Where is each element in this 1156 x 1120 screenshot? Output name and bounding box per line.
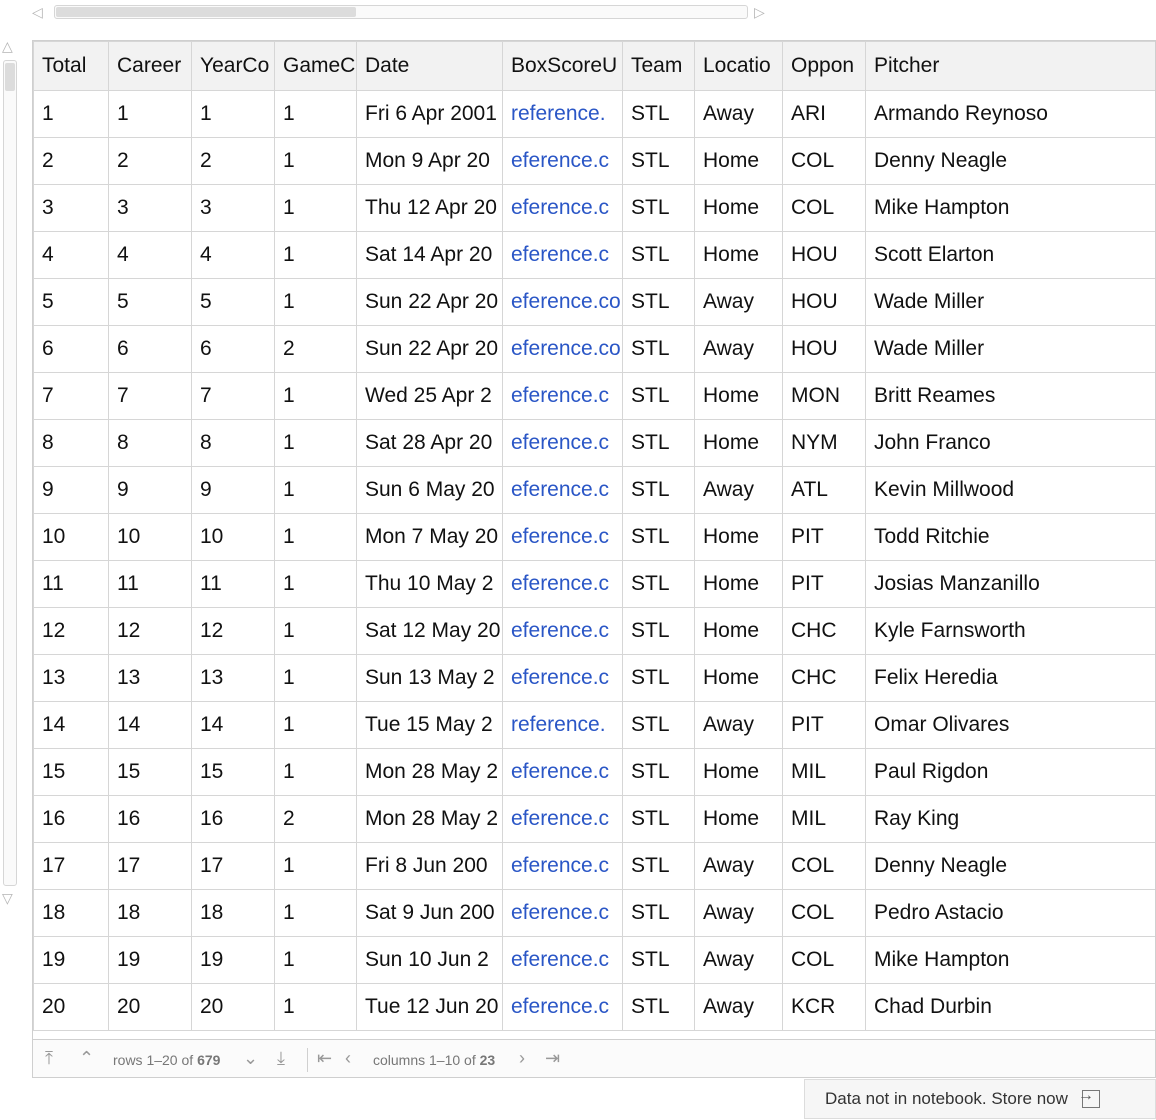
table-cell: Home	[695, 561, 783, 608]
table-cell: STL	[623, 467, 695, 514]
table-cell: 1	[275, 655, 357, 702]
table-cell: STL	[623, 984, 695, 1031]
table-cell: COL	[783, 843, 866, 890]
table-cell: MIL	[783, 796, 866, 843]
table-cell: Home	[695, 749, 783, 796]
table-cell: 2	[275, 796, 357, 843]
table-cell: 8	[34, 420, 109, 467]
table-cell: Home	[695, 655, 783, 702]
table-row	[34, 420, 1156, 467]
table-cell: Britt Reames	[866, 373, 1156, 420]
table-cell: 8	[192, 420, 275, 467]
boxscore-link[interactable]: eference.c	[503, 185, 623, 232]
table-cell: 11	[192, 561, 275, 608]
column-header[interactable]: Pitcher	[866, 42, 1156, 91]
table-cell: HOU	[783, 279, 866, 326]
table-cell: 7	[192, 373, 275, 420]
table-row	[34, 655, 1156, 702]
table-cell: CHC	[783, 655, 866, 702]
table-cell: 13	[34, 655, 109, 702]
column-header[interactable]: Locatio	[695, 42, 783, 91]
table-cell: Sat 12 May 20	[357, 608, 503, 655]
table-cell: 1	[275, 185, 357, 232]
table-cell: Fri 8 Jun 200	[357, 843, 503, 890]
table-cell: 11	[109, 561, 192, 608]
table-cell: 6	[192, 326, 275, 373]
table-cell: STL	[623, 373, 695, 420]
table-cell: STL	[623, 796, 695, 843]
table-cell: Wade Miller	[866, 326, 1156, 373]
table-cell: Away	[695, 890, 783, 937]
table-cell: Kyle Farnsworth	[866, 608, 1156, 655]
table-cell: MON	[783, 373, 866, 420]
scroll-left-icon[interactable]: ◁	[32, 4, 43, 20]
table-cell: STL	[623, 420, 695, 467]
boxscore-link[interactable]: eference.c	[503, 232, 623, 279]
table-cell: Mon 28 May 2	[357, 749, 503, 796]
table-row	[34, 561, 1156, 608]
table-cell: Away	[695, 984, 783, 1031]
boxscore-link[interactable]: eference.c	[503, 655, 623, 702]
table-cell: 10	[34, 514, 109, 561]
table-cell: 1	[275, 937, 357, 984]
table-cell: Thu 10 May 2	[357, 561, 503, 608]
boxscore-link[interactable]: eference.c	[503, 984, 623, 1031]
horizontal-scroll-track[interactable]	[54, 5, 748, 19]
table-cell: Thu 12 Apr 20	[357, 185, 503, 232]
table-cell: 17	[34, 843, 109, 890]
table-cell: 4	[192, 232, 275, 279]
table-cell: 2	[109, 138, 192, 185]
boxscore-link[interactable]: eference.c	[503, 561, 623, 608]
table-cell: Tue 15 May 2	[357, 702, 503, 749]
table-cell: 19	[109, 937, 192, 984]
last-column-icon[interactable]: ⇥	[545, 1048, 561, 1068]
table-cell: 16	[34, 796, 109, 843]
table-cell: Mike Hampton	[866, 937, 1156, 984]
table-cell: Away	[695, 91, 783, 138]
table-cell: 1	[34, 91, 109, 138]
column-header[interactable]: BoxScoreU	[503, 42, 623, 91]
table-cell: 19	[192, 937, 275, 984]
table-cell: 2	[192, 138, 275, 185]
previous-column-icon[interactable]: ‹	[345, 1048, 351, 1068]
table-cell: PIT	[783, 561, 866, 608]
table-footer	[33, 1039, 1156, 1078]
boxscore-link[interactable]: reference.	[503, 702, 623, 749]
table-cell: 4	[109, 232, 192, 279]
table-cell: Home	[695, 514, 783, 561]
table-cell: 9	[192, 467, 275, 514]
table-cell: STL	[623, 279, 695, 326]
table-cell: 10	[109, 514, 192, 561]
table-cell: STL	[623, 749, 695, 796]
column-header[interactable]: Oppon	[783, 42, 866, 91]
table-cell: STL	[623, 138, 695, 185]
table-cell: 3	[34, 185, 109, 232]
table-row	[34, 91, 1156, 138]
table-cell: 18	[192, 890, 275, 937]
table-cell: STL	[623, 326, 695, 373]
table-cell: 14	[109, 702, 192, 749]
column-header[interactable]: YearCo	[192, 42, 275, 91]
columns-range: columns 1–10 of 23	[373, 1052, 496, 1068]
table-cell: COL	[783, 890, 866, 937]
table-cell: 1	[275, 232, 357, 279]
column-header[interactable]: Team	[623, 42, 695, 91]
table-cell: 18	[34, 890, 109, 937]
table-cell: 1	[275, 984, 357, 1031]
table-cell: Paul Rigdon	[866, 749, 1156, 796]
table-cell: Home	[695, 232, 783, 279]
next-page-icon[interactable]: ⌄	[243, 1048, 259, 1068]
table-cell: COL	[783, 937, 866, 984]
table-row	[34, 890, 1156, 937]
table-cell: Home	[695, 138, 783, 185]
table-cell: Tue 12 Jun 20	[357, 984, 503, 1031]
table-cell: HOU	[783, 326, 866, 373]
table-cell: 1	[275, 749, 357, 796]
table-row	[34, 749, 1156, 796]
rows-range: rows 1–20 of 679	[113, 1052, 221, 1068]
table-cell: 7	[109, 373, 192, 420]
vertical-scrollbar[interactable]	[0, 38, 20, 908]
table-cell: 1	[192, 91, 275, 138]
first-page-icon[interactable]: ⤒	[45, 1048, 53, 1068]
table-cell: 16	[192, 796, 275, 843]
next-column-icon[interactable]: ›	[519, 1048, 525, 1068]
table-row	[34, 937, 1156, 984]
table-cell: Wed 25 Apr 2	[357, 373, 503, 420]
table-cell: Felix Heredia	[866, 655, 1156, 702]
table-cell: Denny Neagle	[866, 843, 1156, 890]
table-row	[34, 467, 1156, 514]
table-cell: 13	[109, 655, 192, 702]
table-cell: COL	[783, 185, 866, 232]
table-cell: 1	[275, 514, 357, 561]
table-cell: STL	[623, 843, 695, 890]
table-row	[34, 326, 1156, 373]
table-cell: STL	[623, 655, 695, 702]
table-row	[34, 373, 1156, 420]
table-cell: 12	[109, 608, 192, 655]
table-cell: 1	[275, 373, 357, 420]
table-cell: Sun 22 Apr 20	[357, 279, 503, 326]
table-cell: 18	[109, 890, 192, 937]
table-cell: 2	[275, 326, 357, 373]
dataset-table-view	[32, 40, 1156, 1078]
table-cell: STL	[623, 91, 695, 138]
table-cell: 1	[275, 279, 357, 326]
table-cell: 16	[109, 796, 192, 843]
table-cell: PIT	[783, 514, 866, 561]
boxscore-link[interactable]: eference.c	[503, 138, 623, 185]
table-cell: John Franco	[866, 420, 1156, 467]
store-icon	[1082, 1090, 1100, 1108]
table-cell: 12	[34, 608, 109, 655]
table-cell: 5	[192, 279, 275, 326]
table-cell: STL	[623, 702, 695, 749]
table-cell: STL	[623, 937, 695, 984]
column-header[interactable]: GameC	[275, 42, 357, 91]
table-cell: 5	[109, 279, 192, 326]
table-cell: 5	[34, 279, 109, 326]
boxscore-link[interactable]: eference.c	[503, 890, 623, 937]
table-cell: 20	[109, 984, 192, 1031]
table-cell: 4	[34, 232, 109, 279]
table-cell: Sun 13 May 2	[357, 655, 503, 702]
table-cell: Away	[695, 326, 783, 373]
table-cell: STL	[623, 232, 695, 279]
table-cell: STL	[623, 514, 695, 561]
table-row	[34, 232, 1156, 279]
table-cell: Sun 22 Apr 20	[357, 326, 503, 373]
footer-divider	[307, 1048, 308, 1072]
table-cell: 2	[34, 138, 109, 185]
table-cell: Sun 6 May 20	[357, 467, 503, 514]
first-column-icon[interactable]: ⇤	[317, 1048, 333, 1068]
table-cell: 7	[34, 373, 109, 420]
table-row	[34, 514, 1156, 561]
table-cell: STL	[623, 185, 695, 232]
table-cell: KCR	[783, 984, 866, 1031]
table-row	[34, 984, 1156, 1031]
table-cell: 8	[109, 420, 192, 467]
table-cell: 17	[109, 843, 192, 890]
column-header[interactable]: Total	[34, 42, 109, 91]
table-cell: 14	[192, 702, 275, 749]
table-cell: 10	[192, 514, 275, 561]
boxscore-link[interactable]: eference.c	[503, 608, 623, 655]
table-row	[34, 843, 1156, 890]
table-cell: Denny Neagle	[866, 138, 1156, 185]
boxscore-link[interactable]: eference.c	[503, 514, 623, 561]
last-page-icon[interactable]: ⤓	[277, 1048, 285, 1068]
boxscore-link[interactable]: eference.c	[503, 420, 623, 467]
table-cell: NYM	[783, 420, 866, 467]
table-cell: 15	[34, 749, 109, 796]
table-cell: Mon 7 May 20	[357, 514, 503, 561]
store-now-label: Data not in notebook. Store now	[825, 1089, 1068, 1108]
table-cell: Scott Elarton	[866, 232, 1156, 279]
table-cell: 1	[275, 608, 357, 655]
table-cell: Away	[695, 467, 783, 514]
store-now-button[interactable]	[804, 1079, 1156, 1119]
table-cell: PIT	[783, 702, 866, 749]
data-table	[33, 41, 1156, 1031]
boxscore-link[interactable]: eference.c	[503, 467, 623, 514]
vertical-scroll-thumb[interactable]	[5, 63, 15, 91]
boxscore-link[interactable]: eference.c	[503, 796, 623, 843]
table-cell: Home	[695, 185, 783, 232]
table-cell: Omar Olivares	[866, 702, 1156, 749]
table-cell: 14	[34, 702, 109, 749]
table-row	[34, 279, 1156, 326]
table-cell: COL	[783, 138, 866, 185]
table-row	[34, 185, 1156, 232]
table-cell: STL	[623, 890, 695, 937]
table-cell: MIL	[783, 749, 866, 796]
table-row	[34, 608, 1156, 655]
table-row	[34, 138, 1156, 185]
table-cell: Kevin Millwood	[866, 467, 1156, 514]
table-cell: Sat 9 Jun 200	[357, 890, 503, 937]
table-cell: Mon 9 Apr 20	[357, 138, 503, 185]
table-cell: Pedro Astacio	[866, 890, 1156, 937]
scroll-right-icon[interactable]: ▷	[754, 4, 765, 20]
boxscore-link[interactable]: eference.co	[503, 326, 623, 373]
column-header[interactable]: Date	[357, 42, 503, 91]
table-cell: 12	[192, 608, 275, 655]
table-cell: 6	[109, 326, 192, 373]
table-cell: Mon 28 May 2	[357, 796, 503, 843]
table-cell: 6	[34, 326, 109, 373]
header-row	[34, 42, 1156, 91]
boxscore-link[interactable]: eference.c	[503, 937, 623, 984]
boxscore-link[interactable]: eference.c	[503, 373, 623, 420]
horizontal-scrollbar[interactable]	[30, 2, 775, 22]
table-cell: 20	[192, 984, 275, 1031]
boxscore-link[interactable]: reference.	[503, 91, 623, 138]
table-cell: 1	[275, 467, 357, 514]
table-cell: Sun 10 Jun 2	[357, 937, 503, 984]
table-cell: Home	[695, 608, 783, 655]
table-cell: 1	[275, 91, 357, 138]
table-cell: ARI	[783, 91, 866, 138]
table-cell: 17	[192, 843, 275, 890]
table-cell: STL	[623, 561, 695, 608]
table-cell: STL	[623, 608, 695, 655]
scroll-up-icon[interactable]: △	[2, 38, 13, 54]
boxscore-link[interactable]: eference.c	[503, 843, 623, 890]
table-cell: Fri 6 Apr 2001	[357, 91, 503, 138]
table-cell: Away	[695, 702, 783, 749]
table-cell: Wade Miller	[866, 279, 1156, 326]
table-cell: HOU	[783, 232, 866, 279]
table-cell: Todd Ritchie	[866, 514, 1156, 561]
table-cell: 11	[34, 561, 109, 608]
table-cell: Home	[695, 796, 783, 843]
table-cell: 1	[275, 420, 357, 467]
table-cell: CHC	[783, 608, 866, 655]
table-cell: Ray King	[866, 796, 1156, 843]
vertical-scroll-track[interactable]	[3, 60, 17, 886]
table-row	[34, 702, 1156, 749]
table-cell: 15	[192, 749, 275, 796]
table-cell: Away	[695, 279, 783, 326]
horizontal-scroll-thumb[interactable]	[56, 7, 356, 17]
table-cell: Armando Reynoso	[866, 91, 1156, 138]
table-cell: Josias Manzanillo	[866, 561, 1156, 608]
table-cell: 9	[34, 467, 109, 514]
table-cell: 1	[275, 561, 357, 608]
table-cell: Away	[695, 843, 783, 890]
table-cell: Home	[695, 373, 783, 420]
previous-page-icon[interactable]: ⌃	[79, 1048, 95, 1068]
table-row	[34, 796, 1156, 843]
table-cell: Home	[695, 420, 783, 467]
table-cell: Away	[695, 937, 783, 984]
table-cell: 19	[34, 937, 109, 984]
table-cell: ATL	[783, 467, 866, 514]
table-cell: 3	[192, 185, 275, 232]
table-cell: 1	[109, 91, 192, 138]
table-cell: 1	[275, 843, 357, 890]
table-cell: 1	[275, 138, 357, 185]
scroll-down-icon[interactable]: ▽	[2, 890, 13, 906]
table-cell: 20	[34, 984, 109, 1031]
table-cell: 15	[109, 749, 192, 796]
table-cell: Mike Hampton	[866, 185, 1156, 232]
table-cell: Chad Durbin	[866, 984, 1156, 1031]
table-cell: Sat 28 Apr 20	[357, 420, 503, 467]
boxscore-link[interactable]: eference.co	[503, 279, 623, 326]
table-cell: Sat 14 Apr 20	[357, 232, 503, 279]
boxscore-link[interactable]: eference.c	[503, 749, 623, 796]
table-cell: 9	[109, 467, 192, 514]
table-cell: 1	[275, 890, 357, 937]
table-cell: 1	[275, 702, 357, 749]
column-header[interactable]: Career	[109, 42, 192, 91]
table-cell: 3	[109, 185, 192, 232]
table-cell: 13	[192, 655, 275, 702]
